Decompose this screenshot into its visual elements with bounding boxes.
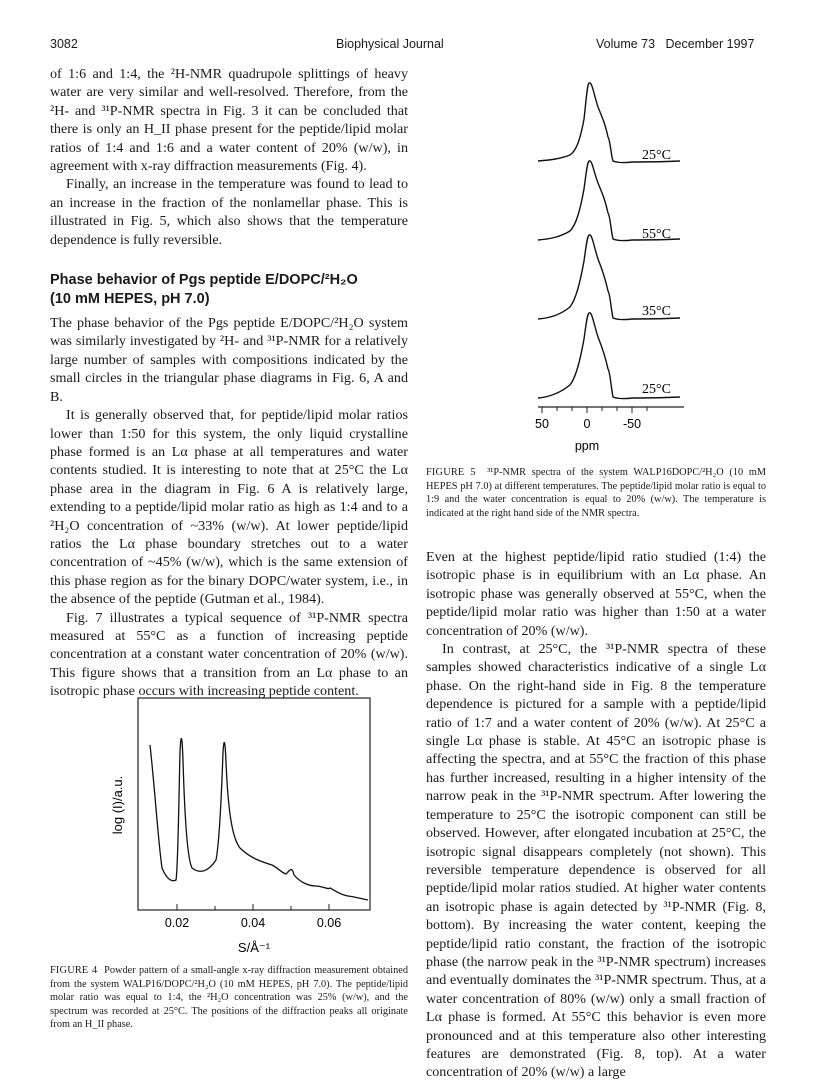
plot-frame <box>138 698 370 910</box>
left-column <box>50 65 408 701</box>
page-number: 3082 <box>50 37 78 51</box>
x-axis-label: S/Å⁻¹ <box>237 940 271 955</box>
caption-label: FIGURE 5 <box>426 467 476 478</box>
right-column <box>426 548 766 1082</box>
x-tick-label: 0.04 <box>240 916 266 930</box>
paragraph: of 1:6 and 1:4, the ²H-NMR quadrupole splittings of heavy water are very similar and well-resolved. Therefore, from the ²H- and ³¹P-NMR spectra in Fig. 3 it can be concluded that there is only an H_II phase present for the peptide/lipid molar ratios of 1:4 and 1:6 and a water content of 20% (w/w), in agreement with x-ray diffraction measurements (Fig. 4). <box>50 66 408 175</box>
section-heading: (10 mM HEPES, pH 7.0) <box>50 290 210 307</box>
temperature-label: 55°C <box>642 227 671 242</box>
temperature-label: 25°C <box>642 148 671 163</box>
x-tick-label: 0 <box>583 417 591 431</box>
x-tick-label: 0.06 <box>316 916 342 930</box>
caption-text: Powder pattern of a small-angle x-ray diffraction measurement obtained from the system WALP16/DOPC/²H₂O (10 mM HEPES, pH 7.0). The peptide/lipid molar ratio was equal to 1:4, the ²H₂O concentration was 25% (w/w), and the spectrum was recorded at 25°C. The positions of the diffraction peaks all originate from an H_II phase. <box>50 965 408 1031</box>
x-tick-label: 0.02 <box>164 916 190 930</box>
paragraph: Finally, an increase in the temperature was found to lead to an increase in the fraction of the nonlamellar phase. This is illustrated in Fig. 5, which also shows that the temperature dependence is fully reversible. <box>50 176 408 248</box>
figure-4-caption <box>50 964 408 1032</box>
journal-title: Biophysical Journal <box>336 37 444 51</box>
paragraph: Fig. 7 illustrates a typical sequence of ³¹P-NMR spectra measured at 55°C as a function of increasing peptide concentration at a constant water concentration of 20% (w/w). This figure shows that a transition from an Lα phase to an isotropic phase occurs with increasing peptide content. <box>50 609 408 700</box>
paragraph: It is generally observed that, for peptide/lipid molar ratios lower than 1:50 for this system, the only liquid crystalline phase formed is an Lα phase at all temperatures and water contents studied. It is interesting to note that at 25°C the Lα phase area in the diagram in Fig. 6 A is relatively large, extending to a peptide/lipid molar ratio as high as 1:4 and to a ²H₂O concentration of ~33% (w/w). At lower peptide/lipid ratios the Lα phase boundary stretches out to a water concentration of ~45% (w/w), which is the same extension of this phase region as for the binary DOPC/water system, i.e., in the absence of the peptide (Gutman et al., 1984). <box>50 407 408 608</box>
paragraph: The phase behavior of the Pgs peptide E/DOPC/²H₂O system was similarly investigated by ²H- and ³¹P-NMR for a relatively large number of samples with compositions indicated by the small circles in the triangular phase diagrams in Fig. 6, A and B. <box>50 315 408 405</box>
paragraph: In contrast, at 25°C, the ³¹P-NMR spectra of these samples showed characteristics indicative of a single Lα phase. On the right-hand side in Fig. 8 the temperature dependence is pictured for a sample with a peptide/lipid ratio of 1:7 and a water content of 20% (w/w). At 25°C a single Lα phase is stable. At 45°C an isotropic phase is affecting the spectra, and at 55°C the fraction of this phase has further increased, resulting in a higher intensity of the narrow peak in the ³¹P-NMR spectrum. After lowering the temperature to 25°C the isotropic component can still be observed. However, after elongated incubation at 25°C, the isotropic signal disappears completely (not shown). This reversible temperature dependence is observed for all peptide/lipid molar ratios studied. At higher water contents an isotropic phase is again detected by ³¹P-NMR (Fig. 8, bottom). By increasing the water content, keeping the peptide/lipid ratio constant, the fraction of the isotropic phase (the narrow peak in the ³¹P-NMR spectrum) increases and eventually dominates the ³¹P-NMR spectrum. Thus, at a water concentration of 80% (w/w) only a small fraction of Lα phase is formed. At 55°C this behavior is even more pronounced and at this temperature also other interesting features are demonstrated (Fig. 8, top). At a water concentration of 20% (w/w) a large <box>426 641 766 1081</box>
section-heading: Phase behavior of Pgs peptide E/DOPC/²H₂O <box>50 272 358 289</box>
y-axis-label: log (I)/a.u. <box>110 775 125 835</box>
caption-text: ³¹P-NMR spectra of the system WALP16DOPC/²H₂O (10 mM HEPES pH 7.0) at different temperatures. The peptide/lipid molar ratio is equal to 1:9 and the water concentration is equal to 20% (w/w). The temperature is indicated at the right hand side of the NMR spectra. <box>426 467 767 519</box>
x-tick-label: -50 <box>622 417 642 431</box>
volume-date: Volume 73 December 1997 <box>596 37 755 51</box>
x-ticks <box>542 407 647 413</box>
figure-5-caption <box>426 466 766 520</box>
x-tick-label: 50 <box>535 417 549 431</box>
caption-label: FIGURE 4 <box>50 965 98 976</box>
temperature-label: 25°C <box>642 382 671 397</box>
temperature-label: 35°C <box>642 304 671 319</box>
paragraph: Even at the highest peptide/lipid ratio studied (1:4) the isotropic phase is in equilibrium with an Lα phase. An isotropic phase was generally observed at 55°C, when the peptide/lipid molar ratio was higher than 1:50 at a water concentration of 20% (w/w). <box>426 549 766 639</box>
figure-5-plot <box>520 55 700 455</box>
diffraction-curve <box>150 739 368 900</box>
figure-4-plot <box>92 690 382 960</box>
x-axis-label: ppm <box>574 439 600 453</box>
x-ticks <box>177 904 329 910</box>
